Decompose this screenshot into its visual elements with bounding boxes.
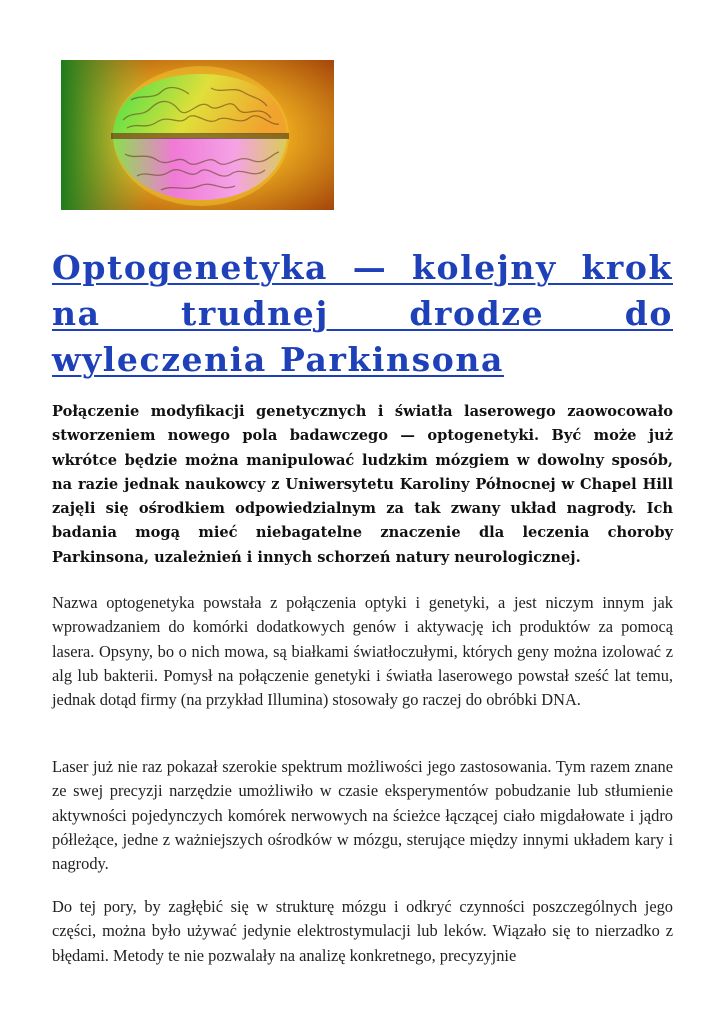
article-paragraph-1: Nazwa optogenetyka powstała z połączenia optyki i genetyki, a jest niczym innym jak wprowadzaniem do komórki dodatkowych genów i aktywację ich produktów za pomocą lasera. Opsyny, bo o nich mowa, są białkami światłoczułymi, których geny można izolować z alg lub bakterii. Pomysł na połączenie genetyki i światła laserowego powstał sześć lat temu, jednak dotąd firmy (na przykład Illumina) stosowały go raczej do obróbki DNA. (52, 593, 673, 710)
brain-image (61, 60, 334, 210)
article-lead: Połączenie modyfikacji genetycznych i światła laserowego zaowocowało stworzeniem nowego pola badawczego — optogenetyki. Być może już wkrótce będzie można manipulować ludzkim mózgiem w dowolny sposób, na razie jednak naukowcy z Uniwersytetu Karoliny Północnej w Chapel Hill zajęli się ośrodkiem odpowiedzialnym za tak zwany układ nagrody. Ich badania mogą mieć niebagatelne znaczenie dla leczenia choroby Parkinsona, uzależnień i innych schorzeń natury neurologicznej. (52, 403, 673, 566)
article-title-link[interactable]: Optogenetyka — kolejny krok na trudnej drodze do wyleczenia Parkinsona (52, 248, 673, 379)
article-paragraph-3: Do tej pory, by zagłębić się w strukturę mózgu i odkryć czynności poszczególnych jego części, można było używać jedynie elektrostymulacji lub leków. Wiązało się to nierzadko z błędami. Metody te nie pozwalały na analizę konkretnego, precyzyjnie (52, 897, 673, 965)
article-title[interactable] (52, 245, 673, 383)
article-paragraph-2: Laser już nie raz pokazał szerokie spektrum możliwości jego zastosowania. Tym razem znane ze swej precyzji narzędzie umożliwiło w czasie eksperymentów pobudzanie lub stłumienie aktywności pojedynczych komórek nerwowych na ścieżce łączącej ciało migdałowate i jądro półleżące, jedne z ważniejszych ośrodków w mózgu, sterujące między innymi układem kary i nagrody. (52, 757, 673, 874)
